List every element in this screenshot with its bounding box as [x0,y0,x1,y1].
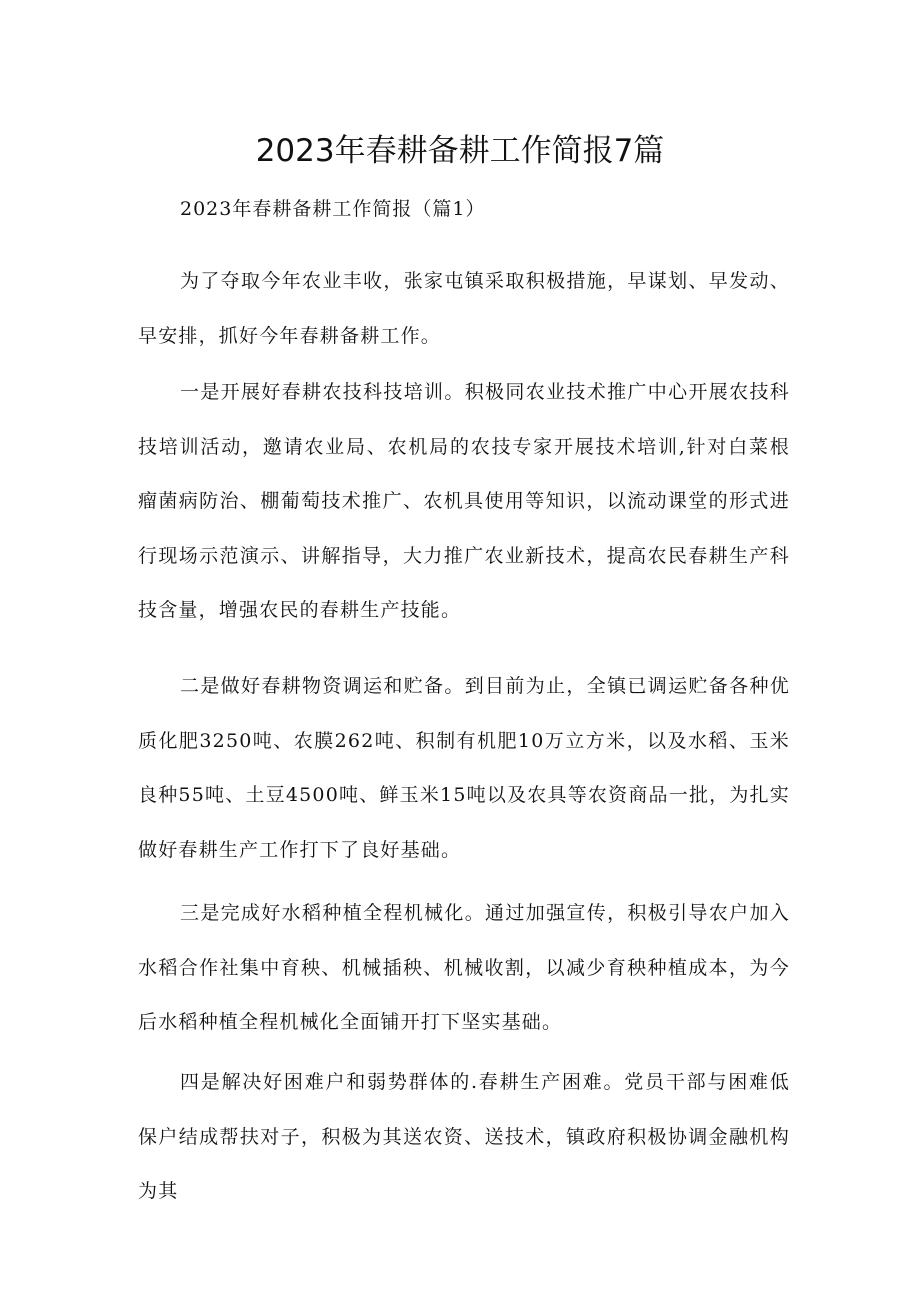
paragraph-materials: 二是做好春耕物资调运和贮备。到目前为止，全镇已调运贮备各种优质化肥3250吨、农膜262吨、积制有机肥10万立方米，以及水稻、玉米良种55吨、土豆4500吨、鲜玉米15吨以及农具等农资商品一批，为扎实做好春耕生产工作打下了良好基础。 [138,675,790,861]
paragraph-mechanization: 三是完成好水稻种植全程机械化。通过加强宣传，积极引导农户加入水稻合作社集中育秧、机械插秧、机械收割，以减少育秧种植成本，为今后水稻种植全程机械化全面铺开打下坚实基础。 [138,902,790,1033]
document-title: 2023年春耕备耕工作简报7篇 [255,133,665,169]
paragraph-intro: 为了夺取今年农业丰收，张家屯镇采取积极措施，早谋划、早发动、早安排，抓好今年春耕备耕工作。 [138,270,790,347]
paragraph-training: 一是开展好春耕农技科技培训。积极同农业技术推广中心开展农技科技培训活动，邀请农业局、农机局的农技专家开展技术培训,针对白菜根瘤菌病防治、棚葡萄技术推广、农机具使用等知识，以流动课堂的形式进行现场示范演示、讲解指导，大力推广农业新技术，提高农民春耕生产科技含量，增强农民的春耕生产技能。 [138,381,790,621]
section-subtitle: 2023年春耕备耕工作简报（篇1） [180,198,486,220]
paragraph-assistance: 四是解决好困难户和弱势群体的.春耕生产困难。党员干部与困难低保户结成帮扶对子，积极为其送农资、送技术，镇政府积极协调金融机构为其 [138,1071,790,1202]
